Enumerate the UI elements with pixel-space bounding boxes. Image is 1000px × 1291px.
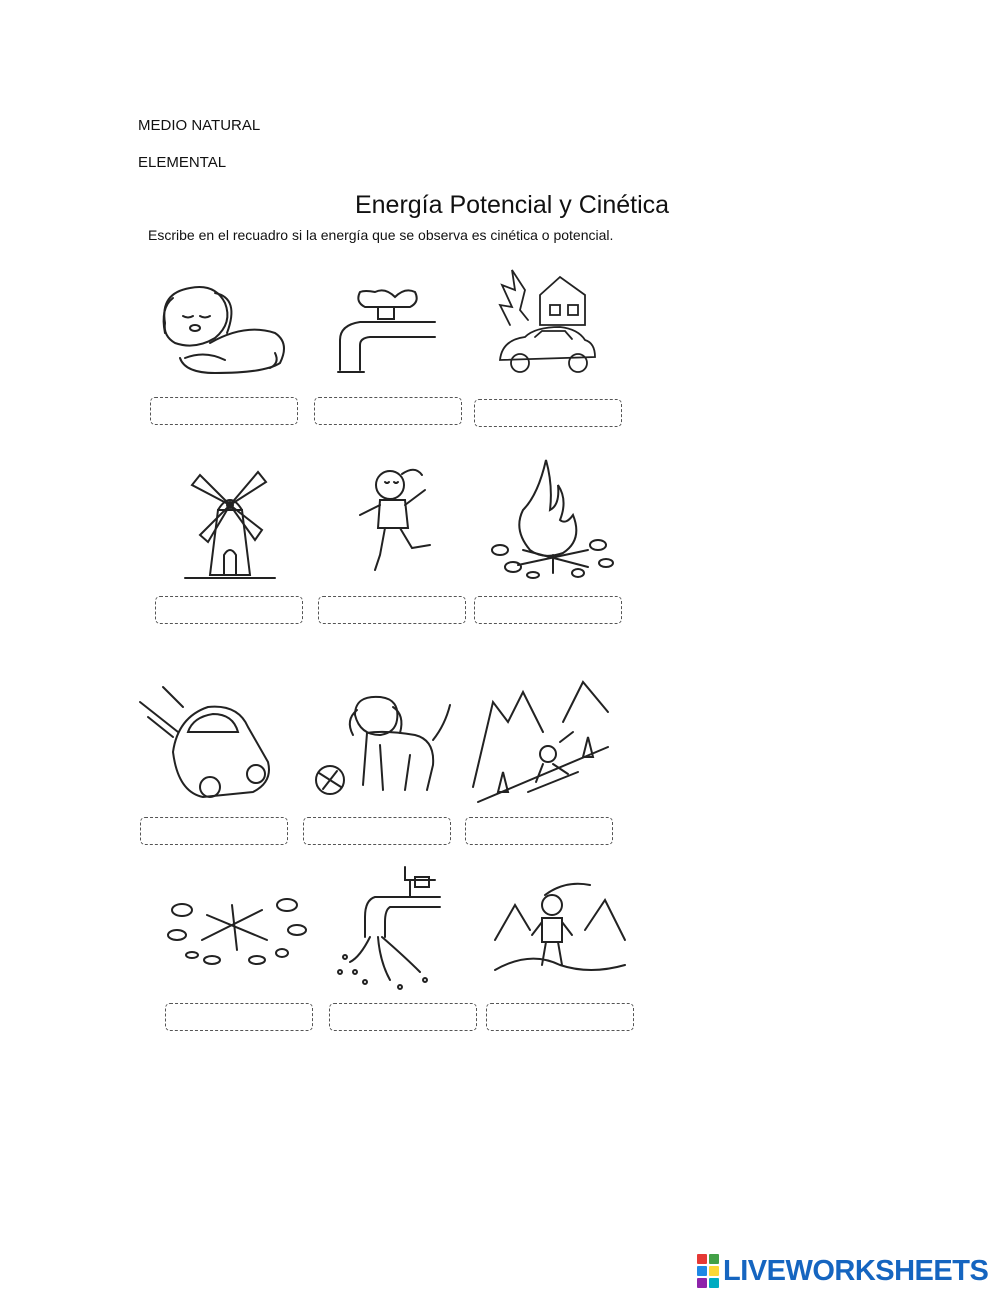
dog-with-ball-icon — [305, 685, 455, 800]
running-girl-icon — [350, 460, 440, 580]
answer-box-10[interactable] — [165, 1003, 313, 1031]
answer-box-9[interactable] — [465, 817, 613, 845]
brand-block — [697, 1266, 707, 1276]
sleeping-dog-icon — [155, 278, 295, 378]
brand-block — [697, 1254, 707, 1264]
answer-box-2[interactable] — [314, 397, 462, 425]
answer-box-12[interactable] — [486, 1003, 634, 1031]
liveworksheets-logo[interactable] — [697, 1254, 988, 1288]
skier-icon — [468, 672, 613, 807]
brand-block — [709, 1254, 719, 1264]
answer-box-3[interactable] — [474, 399, 622, 427]
running-faucet-icon — [330, 862, 450, 992]
level-label: ELEMENTAL — [138, 154, 227, 171]
campfire-icon — [488, 455, 623, 580]
answer-box-11[interactable] — [329, 1003, 477, 1031]
answer-box-4[interactable] — [155, 596, 303, 624]
answer-box-7[interactable] — [140, 817, 288, 845]
brand-blocks-icon — [697, 1254, 719, 1288]
boy-on-mountain-icon — [490, 880, 630, 975]
answer-box-1[interactable] — [150, 397, 298, 425]
subject-label: MEDIO NATURAL — [138, 117, 261, 134]
answer-box-6[interactable] — [474, 596, 622, 624]
speeding-car-icon — [138, 682, 278, 802]
worksheet-instruction: Escribe en el recuadro si la energía que se observa es cinética o potencial. — [148, 227, 614, 243]
closed-faucet-icon — [330, 280, 440, 380]
worksheet-title: Energía Potencial y Cinética — [354, 191, 670, 219]
windmill-icon — [180, 460, 280, 580]
brand-block — [709, 1278, 719, 1288]
brand-block — [709, 1266, 719, 1276]
answer-box-5[interactable] — [318, 596, 466, 624]
answer-box-8[interactable] — [303, 817, 451, 845]
brand-text: LIVEWORKSHEETS — [723, 1254, 989, 1287]
parked-car-house-icon — [490, 265, 610, 385]
brand-block — [697, 1278, 707, 1288]
unlit-firewood-icon — [162, 885, 312, 970]
